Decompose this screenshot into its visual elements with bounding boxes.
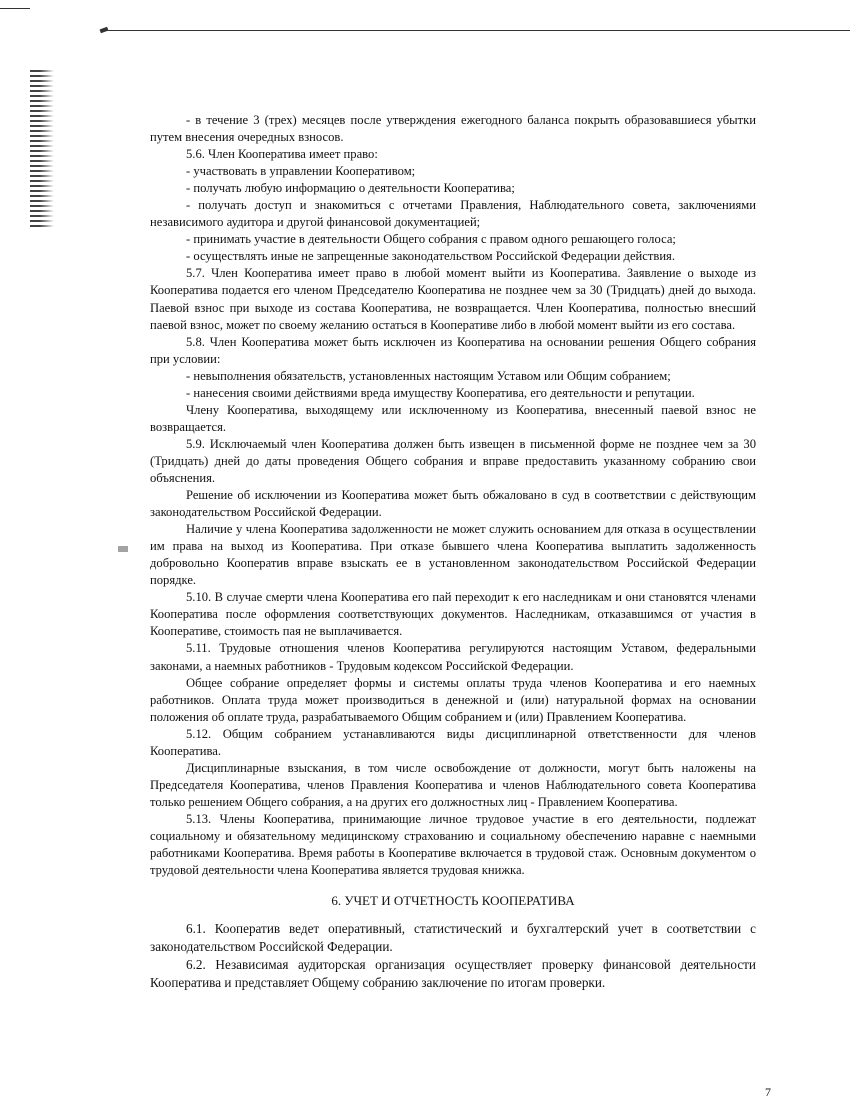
paragraph: 5.9. Исключаемый член Кооператива должен быть извещен в письменной форме не позднее чем за 30 (Тридцать) дней до даты проведения Общего собрания и вправе предоставить указанному собранию свои объяснения. (150, 436, 756, 485)
paragraph: - принимать участие в деятельности Общего собрания с правом одного решающего голоса; (186, 232, 676, 247)
paragraph: - нанесения своими действиями вреда имуществу Кооператива, его деятельности и репутации. (186, 385, 695, 400)
paragraph: 5.12. Общим собранием устанавливаются виды дисциплинарной ответственности для членов Кооператива. (150, 726, 756, 758)
paragraph: 5.10. В случае смерти члена Кооператива его пай переходит к его наследникам и они становятся членами Кооператива после оформления соответствующих документов. Наследникам, отказавшимся от участия в Кооперативе, стоимость пая не выплачивается. (150, 590, 756, 639)
scan-artifact (30, 70, 54, 230)
paragraph: Общее собрание определяет формы и системы оплаты труда членов Кооператива и его наемных работников. Оплата труда может производиться в денежной и (или) натуральной формах на основании положения об оплате труда, разрабатываемого Общим собранием и (или) Правлением Кооператива. (150, 675, 756, 724)
paragraph: 5.13. Члены Кооператива, принимающие личное трудовое участие в его деятельности, подлежат социальному и обязательному медицинскому страхованию и социальному обеспечению наравне с наемными работниками Кооператива. Время работы в Кооперативе включается в трудовой стаж. Основным документом о трудовой деятельности члена Кооператива является трудовая книжка. (150, 811, 756, 878)
scan-mark (0, 8, 30, 9)
paragraph: Решение об исключении из Кооператива может быть обжаловано в суд в соответствии с действующим законодательством Российской Федерации. (150, 488, 756, 520)
paragraph: 5.8. Член Кооператива может быть исключен из Кооператива на основании решения Общего собрания при условии: (150, 334, 756, 366)
paragraph: - получать доступ и знакомиться с отчетами Правления, Наблюдательного совета, заключениями независимого аудитора и другой финансовой документацией; (150, 198, 756, 230)
paragraph: Дисциплинарные взыскания, в том числе освобождение от должности, могут быть наложены на Председателя Кооператива, членов Правления Кооператива и членов Наблюдательного совета Кооператива только решением Общего собрания, а на других его должностных лиц - Правлением Кооператива. (150, 760, 756, 809)
paragraph: - невыполнения обязательств, установленных настоящим Уставом или Общим собранием; (186, 368, 671, 383)
paragraph: - участвовать в управлении Кооперативом; (186, 164, 416, 179)
scan-border-line (105, 30, 850, 31)
paragraph: Наличие у члена Кооператива задолженности не может служить основанием для отказа в осуществлении им права на выход из Кооператива. При отказе бывшего члена Кооператива выплатить задолженность добровольно Кооператив вправе взыскать ее в установленном законодательством Российской Федерации порядке. (150, 522, 756, 588)
paragraph: 6.2. Независимая аудиторская организация осуществляет проверку финансовой деятельности Кооператива и представляет Общему собранию заключение по итогам проверки. (150, 957, 756, 990)
paragraph: - осуществлять иные не запрещенные законодательством Российской Федерации действия. (186, 249, 675, 264)
paragraph: - получать любую информацию о деятельности Кооператива; (186, 181, 515, 196)
paragraph: 6.1. Кооператив ведет оперативный, статистический и бухгалтерский учет в соответствии с законодательством Российской Федерации. (150, 921, 756, 954)
section-heading: 6. УЧЕТ И ОТЧЕТНОСТЬ КООПЕРАТИВА (331, 893, 575, 909)
document-body (150, 112, 756, 992)
paragraph: 5.11. Трудовые отношения членов Кооператива регулируются настоящим Уставом, федеральными законами, а наемных работников - Трудовым кодексом Российской Федерации. (150, 641, 756, 673)
paragraph: Члену Кооператива, выходящему или исключенному из Кооператива, внесенный паевой взнос не возвращается. (150, 402, 756, 434)
scan-artifact (118, 546, 128, 552)
paragraph: 5.7. Член Кооператива имеет право в любой момент выйти из Кооператива. Заявление о выходе из Кооператива подается его членом Председателю Кооператива не позднее чем за 30 (Тридцать) дней до выхода. Паевой взнос при выходе из состава Кооператива, не возвращается. Член Кооператива, полностью внесший паевой взнос, может по своему желанию остаться в Кооперативе либо в любой момент выйти из его состава. (150, 266, 756, 332)
paragraph: 5.6. Член Кооператива имеет право: (186, 147, 378, 162)
page-number: 7 (765, 1085, 771, 1099)
paragraph: - в течение 3 (трех) месяцев после утверждения ежегодного баланса покрыть образовавшиеся убытки путем внесения очередных взносов. (150, 113, 756, 145)
